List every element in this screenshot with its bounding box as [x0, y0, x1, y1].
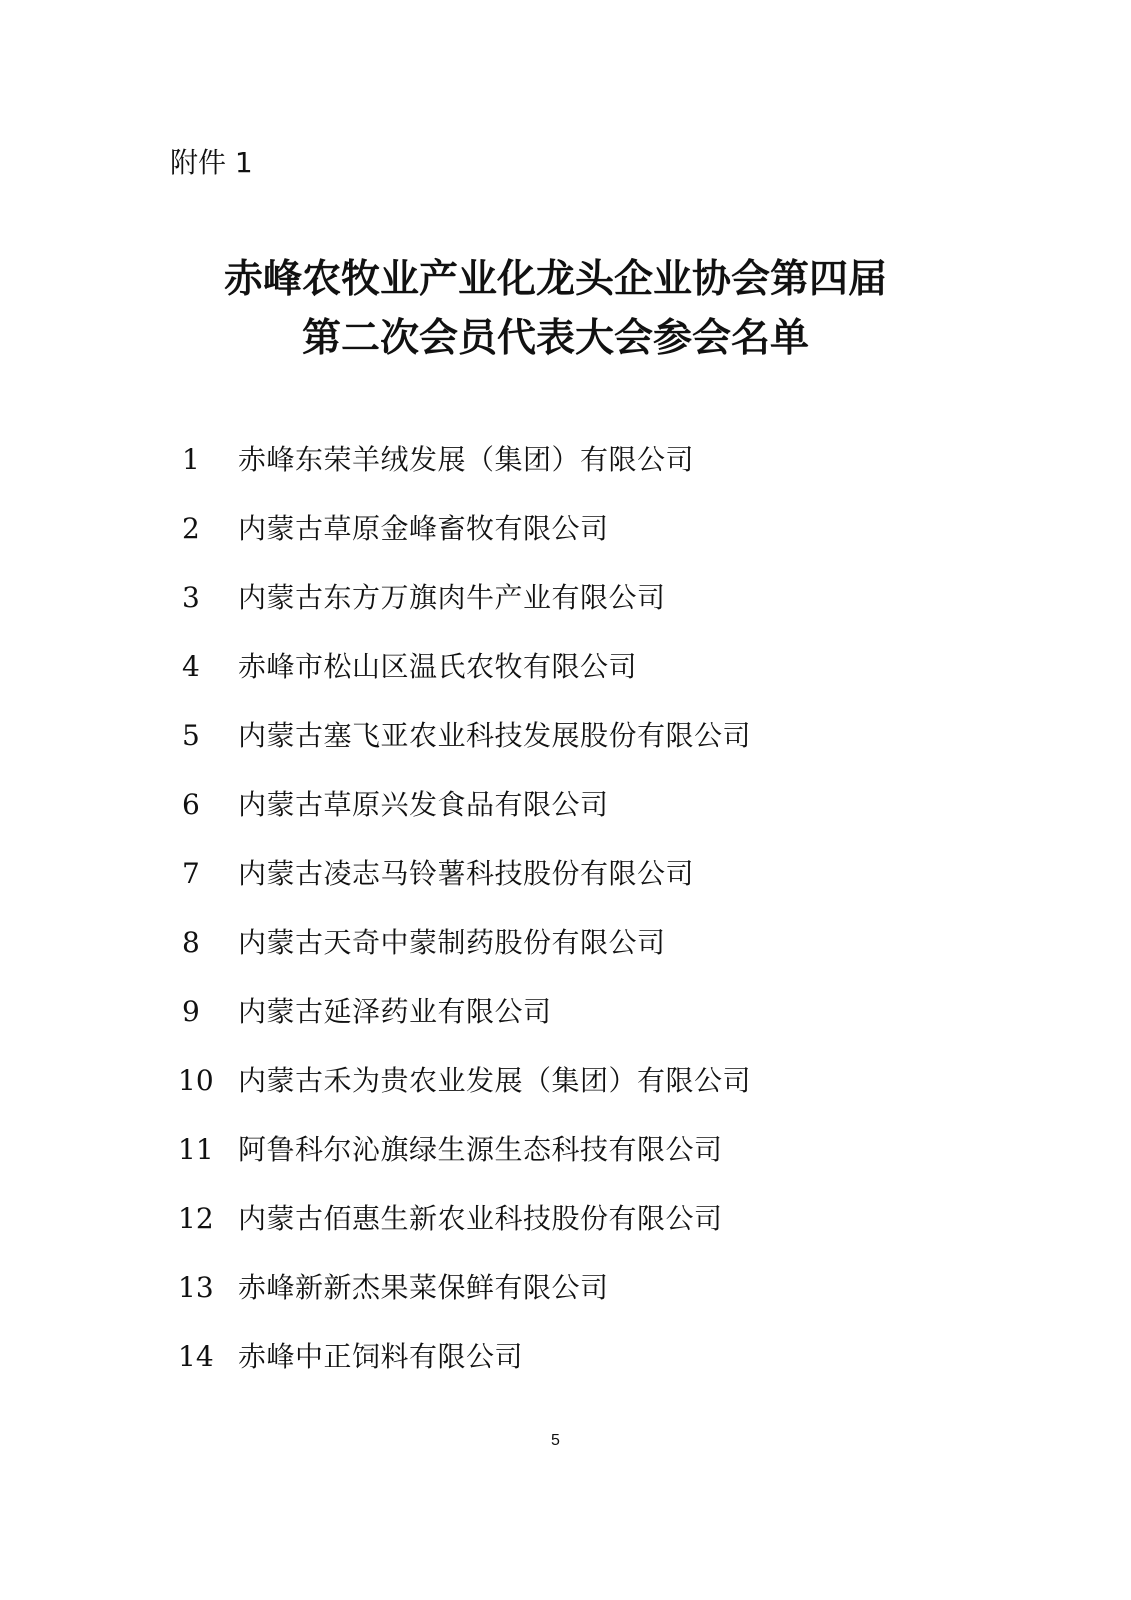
- item-number: 9: [182, 995, 200, 1028]
- attachment-label: 附件 1: [170, 146, 253, 179]
- item-number: 2: [182, 512, 200, 545]
- document-title-line-1: 赤峰农牧业产业化龙头企业协会第四届: [223, 257, 887, 302]
- document-title-line-2: 第二次会员代表大会参会名单: [301, 316, 809, 361]
- company-name: 内蒙古佰惠生新农业科技股份有限公司: [238, 1202, 723, 1235]
- company-name: 赤峰中正饲料有限公司: [238, 1340, 524, 1373]
- list-item: [176, 578, 751, 647]
- company-list: [176, 440, 751, 1406]
- company-name: 赤峰东荣羊绒发展（集团）有限公司: [238, 443, 695, 476]
- company-name: 内蒙古禾为贵农业发展（集团）有限公司: [238, 1064, 752, 1097]
- list-item: [176, 785, 751, 854]
- list-item: [176, 1199, 751, 1268]
- company-name: 内蒙古凌志马铃薯科技股份有限公司: [238, 857, 695, 890]
- item-number: 11: [178, 1133, 214, 1166]
- list-item: [176, 923, 751, 992]
- item-number: 8: [182, 926, 200, 959]
- list-item: [176, 716, 751, 785]
- item-number: 1: [182, 443, 200, 476]
- company-name: 内蒙古东方万旗肉牛产业有限公司: [238, 581, 666, 614]
- list-item: [176, 1130, 751, 1199]
- company-name: 内蒙古天奇中蒙制药股份有限公司: [238, 926, 666, 959]
- page-number: 5: [551, 1432, 560, 1449]
- item-number: 12: [178, 1202, 214, 1235]
- item-number: 5: [182, 719, 200, 752]
- list-item: [176, 1268, 751, 1337]
- item-number: 7: [182, 857, 200, 890]
- list-item: [176, 854, 751, 923]
- item-number: 6: [182, 788, 200, 821]
- company-name: 内蒙古草原金峰畜牧有限公司: [238, 512, 609, 545]
- item-number: 13: [178, 1271, 214, 1304]
- list-item: [176, 1061, 751, 1130]
- list-item: [176, 509, 751, 578]
- list-item: [176, 647, 751, 716]
- company-name: 内蒙古草原兴发食品有限公司: [238, 788, 609, 821]
- company-name: 阿鲁科尔沁旗绿生源生态科技有限公司: [238, 1133, 723, 1166]
- list-item: [176, 992, 751, 1061]
- item-number: 10: [178, 1064, 214, 1097]
- list-item: [176, 1337, 751, 1406]
- item-number: 3: [182, 581, 200, 614]
- company-name: 赤峰新新杰果菜保鲜有限公司: [238, 1271, 609, 1304]
- company-name: 内蒙古塞飞亚农业科技发展股份有限公司: [238, 719, 752, 752]
- item-number: 4: [182, 650, 200, 683]
- company-name: 内蒙古延泽药业有限公司: [238, 995, 552, 1028]
- company-name: 赤峰市松山区温氏农牧有限公司: [238, 650, 638, 683]
- item-number: 14: [178, 1340, 214, 1373]
- list-item: [176, 440, 751, 509]
